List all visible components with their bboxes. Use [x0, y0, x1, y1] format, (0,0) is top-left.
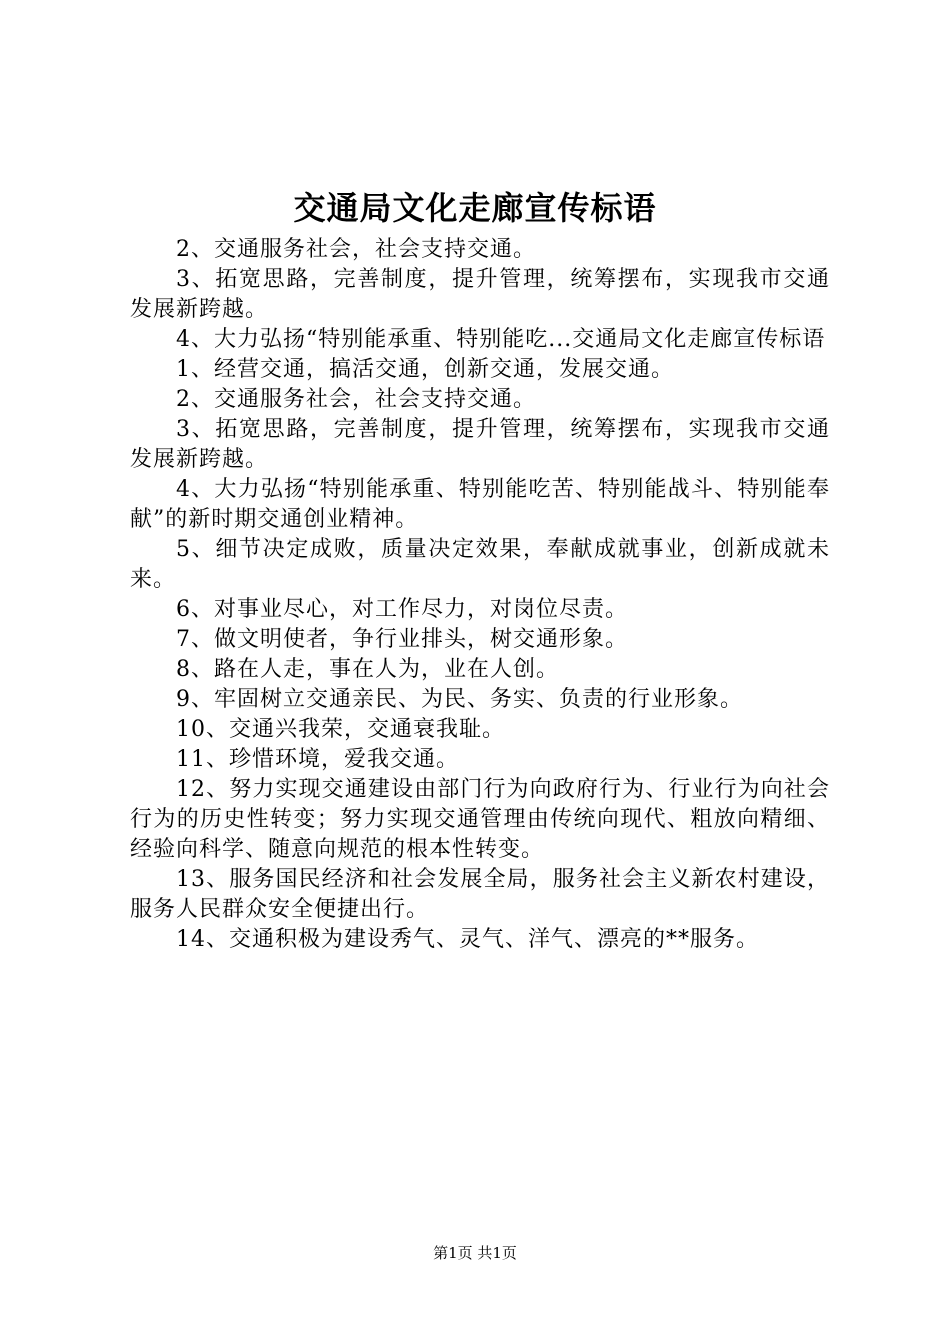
- paragraph: 2、交通服务社会，社会支持交通。: [176, 237, 536, 262]
- paragraph: 1、经营交通，搞活交通，创新交通，发展交通。: [176, 357, 674, 382]
- paragraph: 14、交通积极为建设秀气、灵气、洋气、漂亮的**服务。: [176, 927, 759, 952]
- paragraph: 5、细节决定成败，质量决定效果，奉献成就事业，创新成就未来。: [130, 537, 830, 592]
- paragraph: 10、交通兴我荣，交通衰我耻。: [176, 717, 505, 742]
- paragraph: 8、路在人走，事在人为，业在人创。: [176, 657, 559, 682]
- paragraph: 4、大力弘扬“特别能承重、特别能吃苦、特别能战斗、特别能奉献”的新时期交通创业精神。: [130, 477, 830, 532]
- paragraph: 3、拓宽思路，完善制度，提升管理，统筹摆布，实现我市交通发展新跨越。: [130, 417, 830, 472]
- paragraph: 9、牢固树立交通亲民、为民、务实、负责的行业形象。: [176, 687, 743, 712]
- paragraph: 12、努力实现交通建设由部门行为向政府行为、行业行为向社会行为的历史性转变；努力实现交通管理由传统向现代、粗放向精细、经验向科学、随意向规范的根本性转变。: [130, 777, 830, 862]
- paragraph: 3、拓宽思路，完善制度，提升管理，统筹摆布，实现我市交通发展新跨越。: [130, 267, 830, 322]
- page-footer: 第1页 共1页: [433, 1244, 517, 1262]
- document-title: 交通局文化走廊宣传标语: [293, 189, 657, 227]
- paragraph: 4、大力弘扬“特别能承重、特别能吃...交通局文化走廊宣传标语: [176, 327, 826, 352]
- paragraph: 13、服务国民经济和社会发展全局，服务社会主义新农村建设，服务人民群众安全便捷出行。: [130, 867, 830, 922]
- paragraph: 11、珍惜环境，爱我交通。: [176, 747, 459, 772]
- paragraph: 6、对事业尽心，对工作尽力，对岗位尽责。: [176, 597, 628, 622]
- paragraph: 2、交通服务社会，社会支持交通。: [176, 387, 536, 412]
- document-body: [130, 235, 830, 955]
- paragraph: 7、做文明使者，争行业排头，树交通形象。: [176, 627, 628, 652]
